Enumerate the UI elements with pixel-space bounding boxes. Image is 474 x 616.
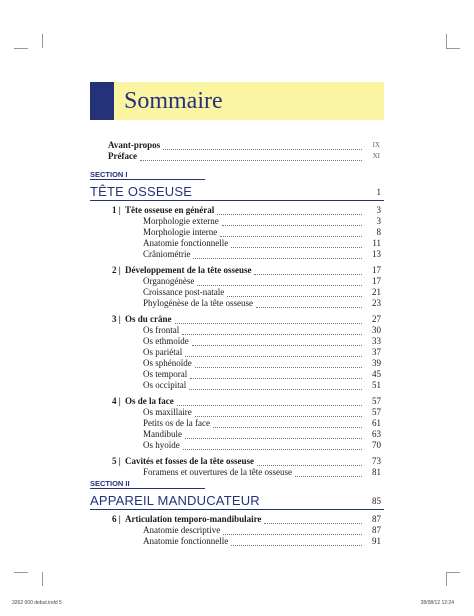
toc-item-label: Petits os de la face [143,418,210,428]
toc-item-leader [193,257,362,259]
toc-item [0,380,474,391]
toc-item-page: 13 [372,249,381,259]
chapter-entry-leader [257,464,362,466]
toc-item-leader [192,344,362,346]
toc-item-page: 87 [372,525,381,535]
toc-item-leader [213,426,362,428]
front-matter-entry-label: Préface [108,151,137,161]
toc-item [0,467,474,478]
chapter-entry [0,314,474,325]
chapter-entry-page: 57 [372,396,381,406]
toc-item-label: Os occipital [143,380,187,390]
toc-item [0,227,474,238]
toc-item [0,238,474,249]
toc-item-label: Os maxillaire [143,407,192,417]
toc-item-label: Anatomie fonctionnelle [143,238,229,248]
chapter-entry-page: 87 [372,514,381,524]
toc-item-label: Os frontal [143,325,180,335]
toc-item-label: Os pariétal [143,347,183,357]
title-accent-block [90,82,114,120]
section-page: 1 [376,187,381,197]
chapter-entry [0,205,474,216]
chapter-entry [0,265,474,276]
chapter-entry-label: Tête osseuse en général [125,205,215,215]
toc-item-leader [223,533,362,535]
crop-mark-top-right [446,34,461,48]
toc-item-page: 37 [372,347,381,357]
toc-item [0,347,474,358]
chapter-number: 3 | [112,314,121,324]
toc-item-leader [220,235,362,237]
toc-item-leader [185,355,362,357]
chapter-number: 6 | [112,514,121,524]
toc-item [0,298,474,309]
toc-item-leader [185,437,362,439]
toc-item-label: Os temporal [143,369,188,379]
front-matter-entry-label: Avant-propos [108,140,161,150]
toc-item-leader [231,544,362,546]
crop-mark-bottom-left [28,572,43,586]
toc-item-leader [295,475,362,477]
chapter-entry-page: 27 [372,314,381,324]
crop-mark-top-left [28,34,43,48]
chapter-entry [0,456,474,467]
toc-item [0,325,474,336]
toc-item-page: 23 [372,298,381,308]
toc-item [0,276,474,287]
toc-item-label: Morphologie externe [143,216,219,226]
crop-mark-top-left-h [14,47,28,49]
toc-item-label: Organogénèse [143,276,195,286]
toc-item-leader [231,246,362,248]
toc-item-page: 63 [372,429,381,439]
toc-item-page: 91 [372,536,381,546]
chapter-entry-label: Os du crâne [125,314,172,324]
front-matter-entry-page: XI [372,152,380,160]
chapter-entry-label: Articulation temporo-mandibulaire [125,514,262,524]
toc-item-leader [195,366,362,368]
toc-item-leader [183,448,362,450]
chapter-entry-page: 17 [372,265,381,275]
toc-item-page: 11 [372,238,381,248]
toc-item-page: 57 [372,407,381,417]
toc-item [0,358,474,369]
section-title: TÊTE OSSEUSE [90,184,193,199]
toc-item-page: 3 [376,216,381,226]
toc-item-page: 33 [372,336,381,346]
toc-item [0,336,474,347]
toc-item-leader [195,415,362,417]
chapter-entry-label: Développement de la tête osseuse [125,265,252,275]
front-matter-entry [0,151,474,162]
chapter-entry-leader [177,404,362,406]
chapter-entry [0,396,474,407]
section-rule [90,179,205,180]
crop-mark-bottom-right-h [446,572,460,574]
section-rule [90,488,205,489]
toc-item-page: 81 [372,467,381,477]
toc-item-page: 51 [372,380,381,390]
footer-timestamp: 28/08/12 12:24 [420,600,454,606]
toc-item [0,525,474,536]
front-matter-entry-page: IX [372,141,380,149]
chapter-entry-leader [217,213,362,215]
toc-item [0,287,474,298]
toc-item-leader [182,333,362,335]
toc-item-leader [197,284,362,286]
toc-item [0,440,474,451]
section-page: 85 [372,496,381,506]
toc-item [0,429,474,440]
section-label: SECTION I [90,170,128,179]
crop-mark-bottom-right [446,572,461,586]
toc-item [0,369,474,380]
toc-item-page: 70 [372,440,381,450]
toc-item-page: 39 [372,358,381,368]
toc-item-label: Os hyoïde [143,440,180,450]
chapter-number: 1 | [112,205,121,215]
toc-item [0,418,474,429]
crop-mark-bottom-left-h [14,572,28,574]
toc-item [0,249,474,260]
chapter-entry-leader [175,322,362,324]
chapter-entry [0,514,474,525]
section-divider [90,200,384,201]
toc-item-label: Croissance post-natale [143,287,225,297]
chapter-entry-label: Cavités et fosses de la tête osseuse [125,456,254,466]
chapter-entry-page: 73 [372,456,381,466]
footer-file-name: 3262 000 debut.indd 5 [12,600,62,606]
crop-mark-top-right-h [446,47,460,49]
toc-item-leader [256,306,362,308]
toc-item-leader [189,388,362,390]
toc-item-label: Os sphénoïde [143,358,192,368]
toc-item-label: Os ethmoïde [143,336,189,346]
toc-item-label: Morphologie interne [143,227,218,237]
chapter-entry-page: 3 [376,205,381,215]
toc-item-leader [190,377,362,379]
toc-item [0,407,474,418]
section-label: SECTION II [90,479,130,488]
front-matter-entry [0,140,474,151]
chapter-entry-label: Os de la face [125,396,174,406]
chapter-number: 5 | [112,456,121,466]
toc-item-label: Mandibule [143,429,182,439]
toc-item-label: Anatomie descriptive [143,525,221,535]
toc-item-leader [227,295,362,297]
toc-item [0,216,474,227]
toc-item [0,536,474,547]
toc-item-label: Anatomie fonctionnelle [143,536,229,546]
chapter-number: 4 | [112,396,121,406]
front-matter-entry-leader [140,159,362,161]
toc-item-page: 8 [376,227,381,237]
chapter-number: 2 | [112,265,121,275]
toc-item-leader [222,224,362,226]
toc-item-page: 21 [372,287,381,297]
section-divider [90,509,384,510]
page-title: Sommaire [124,88,223,114]
chapter-entry-leader [264,522,362,524]
toc-item-label: Foramens et ouvertures de la tête osseuse [143,467,292,477]
section-title: APPAREIL MANDUCATEUR [90,493,260,508]
toc-item-label: Crâniométrie [143,249,191,259]
toc-item-page: 45 [372,369,381,379]
toc-item-label: Phylogénèse de la tête osseuse [143,298,253,308]
front-matter-entry-leader [163,148,362,150]
toc-item-page: 61 [372,418,381,428]
toc-item-page: 30 [372,325,381,335]
chapter-entry-leader [254,273,362,275]
toc-item-page: 17 [372,276,381,286]
